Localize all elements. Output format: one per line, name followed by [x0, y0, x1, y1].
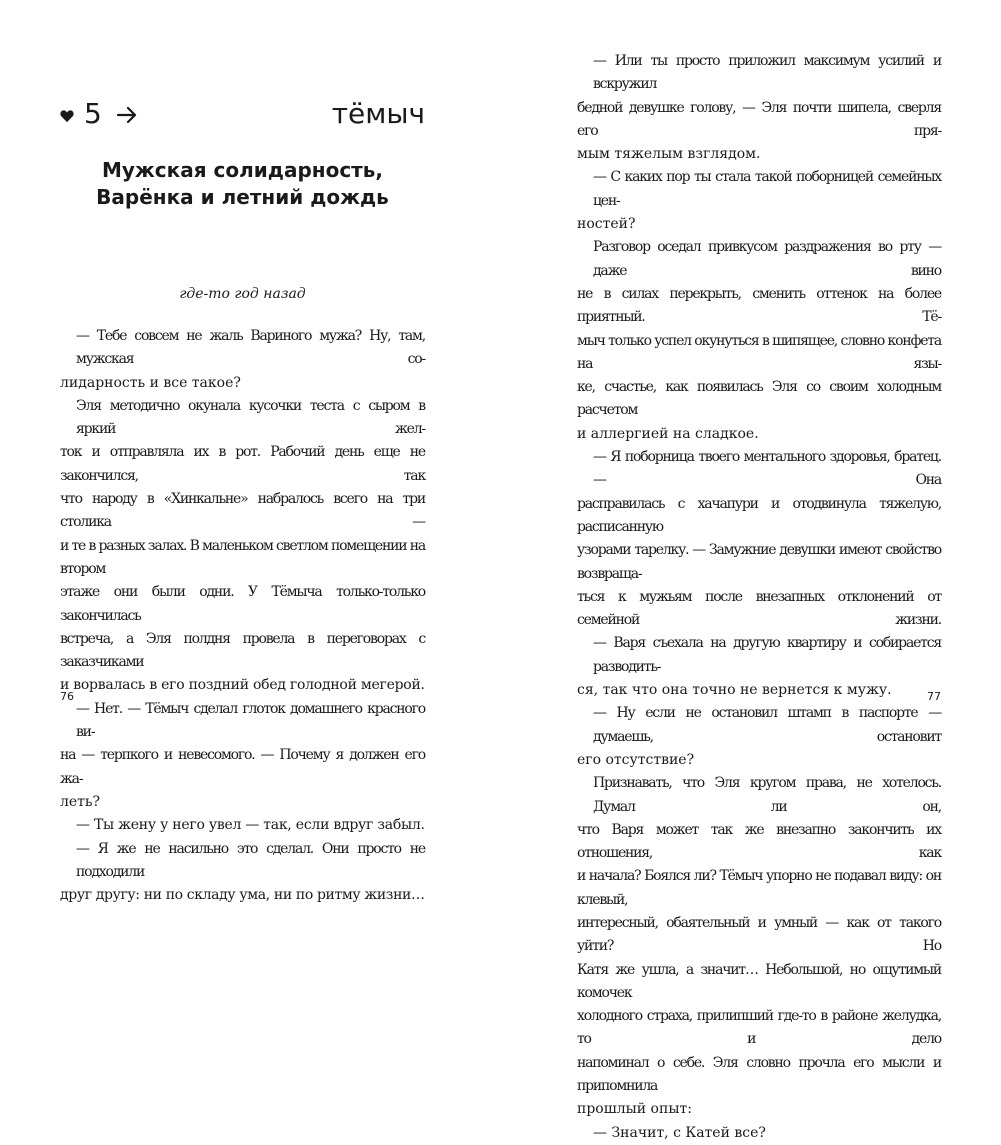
text-line: — Нет. — Тёмыч сделал глоток домашнего красного ви-	[76, 700, 425, 741]
text-line: напоминал о себе. Эля словно прочла его мысли и припомнила	[577, 1054, 941, 1095]
text-line: холодного страха, прилипший где-то в районе желудка, то и дело	[577, 1008, 941, 1048]
text-line: — Или ты просто приложил максимум усилий и вскружил	[593, 53, 941, 93]
text-line: — Значит, с Катей все?	[593, 1124, 766, 1141]
text-line: интересный, обаятельный и умный — как от такого уйти? Но	[577, 914, 941, 955]
text-line: Признавать, что Эля кругом права, не хотелось. Думал ли он,	[593, 775, 941, 815]
text-line: Разговор оседал привкусом раздражения во рту — даже вино	[593, 239, 941, 279]
text-line: встреча, а Эля полдня провела в переговорах с заказчиками	[60, 630, 425, 671]
text-line: ток и отправляла их в рот. Рабочий день еще не закончился, так	[60, 444, 425, 484]
text-line: ностей?	[577, 216, 636, 233]
page-number: 76	[60, 690, 74, 703]
text-line: и те в разных залах. В маленьком светлом помещении на втором	[60, 537, 425, 577]
text-line: и ворвалась в его поздний обед голодной мегерой.	[60, 677, 425, 694]
text-line: мым тяжелым взглядом.	[577, 146, 761, 163]
left-body-text	[60, 325, 425, 907]
text-line: — С каких пор ты стала такой поборницей семейных цен-	[593, 169, 941, 209]
right-page	[501, 0, 1001, 1141]
heart-icon	[60, 109, 74, 123]
text-line: и начала? Боялся ли? Тёмыч упорно не подавал виду: он клевый,	[577, 868, 941, 908]
text-line: Эля методично окунала кусочки теста с сыром в яркий жел-	[76, 397, 425, 438]
text-line: лидарность и все такое?	[60, 374, 241, 391]
text-line: — Ты жену у него увел — так, если вдруг забыл.	[76, 817, 425, 834]
epigraph: где-то год назад	[179, 286, 306, 302]
left-page	[0, 0, 500, 904]
right-body-text	[577, 50, 941, 1145]
text-line: его отсутствие?	[577, 751, 695, 768]
text-line: расправилась с хачапури и отодвинула тяжелую, расписанную	[577, 495, 941, 535]
text-line: — Я поборница твоего ментального здоровья, братец. — Она	[593, 449, 941, 489]
page-number: 77	[927, 690, 941, 703]
chapter-title	[60, 157, 425, 211]
text-line: и аллергией на сладкое.	[577, 425, 759, 442]
text-line: что Варя может так же внезапно закончить их отношения, как	[577, 821, 941, 862]
text-line: Катя же ушла, а значит… Небольшой, но ощутимый комочек	[577, 961, 941, 1001]
text-line: не в силах перекрыть, сменить оттенок на более приятный. Тё-	[577, 285, 941, 326]
text-line: леть?	[60, 793, 101, 810]
chapter-character-name: тёмыч	[331, 97, 425, 130]
arrow-right-icon	[116, 104, 138, 126]
text-line: на — терпкого и невесомого. — Почему я должен его жа-	[60, 747, 425, 787]
text-line: бедной девушке голову, — Эля почти шипела, сверля его пря-	[577, 99, 941, 139]
text-line: — Варя съехала на другую квартиру и собирается разводить-	[593, 635, 941, 675]
text-line: ться к мужьям после внезапных отклонений от семейной жизни.	[577, 588, 941, 629]
text-line: что народу в «Хинкальне» набралось всего на три столика —	[60, 491, 425, 531]
text-line: прошлый опыт:	[577, 1101, 692, 1118]
chapter-number: 5	[84, 97, 102, 130]
text-line: — Ну если не остановил штамп в паспорте — думаешь, остановит	[593, 705, 941, 745]
text-line: мыч только успел окунуться в шипящее, словно конфета на язы-	[577, 332, 941, 372]
text-line: ке, счастье, как появилась Эля со своим холодным расчетом	[577, 379, 941, 419]
chapter-header	[60, 97, 425, 140]
text-line: этаже они были одни. У Тёмыча только-только закончилась	[60, 584, 425, 624]
text-line: — Я же не насильно это сделал. Они просто не подходили	[76, 840, 425, 880]
text-line: друг другу: ни по складу ума, ни по ритму жизни…	[60, 887, 425, 904]
chapter-title-line: Мужская солидарность,	[101, 158, 384, 182]
text-line: ся, так что она точно не вернется к мужу.	[577, 682, 892, 699]
chapter-title-line: Варёнка и летний дождь	[96, 185, 389, 209]
text-line: — Тебе совсем не жаль Вариного мужа? Ну, там, мужская со-	[76, 328, 425, 368]
text-line: узорами тарелку. — Замужние девушки имеют свойство возвраща-	[577, 542, 941, 582]
